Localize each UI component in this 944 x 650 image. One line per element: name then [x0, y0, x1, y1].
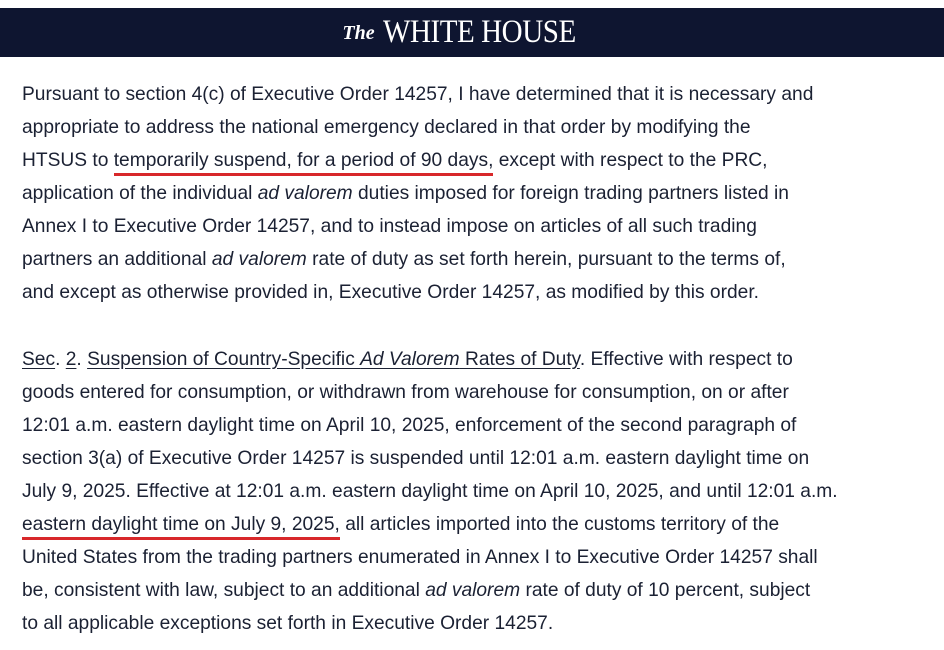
text-line: [22, 376, 934, 409]
text-line: [22, 541, 934, 574]
text-line: [22, 276, 934, 309]
text-line: [22, 409, 934, 442]
section-title: [87, 349, 580, 370]
text-line: [22, 177, 934, 210]
text: . Effective with respect to: [579, 349, 793, 370]
text-line: [22, 111, 934, 144]
text: be, consistent with law, subject to an additional: [22, 580, 426, 601]
text-line: [22, 78, 934, 111]
site-header: [0, 8, 944, 57]
text: rate of duty as set forth herein, pursuant to the terms of,: [306, 249, 786, 270]
text-line: [22, 442, 934, 475]
logo-white-house: WHITE HOUSE: [382, 14, 576, 50]
text-line: [22, 210, 934, 243]
text: all articles imported into the customs territory of the: [339, 514, 780, 535]
text-line: [22, 574, 934, 607]
italic-text: ad valorem: [425, 580, 521, 601]
section-label: Sec: [22, 349, 56, 370]
text: duties imposed for foreign trading partners listed in: [352, 183, 789, 204]
document-body: [22, 78, 934, 640]
text: partners an additional: [22, 249, 212, 270]
text-line: [22, 475, 934, 508]
highlighted-suspension-period: temporarily suspend, for a period of 90 days,: [114, 150, 494, 176]
section-number: 2: [65, 349, 77, 370]
highlighted-end-date: eastern daylight time on July 9, 2025,: [22, 514, 340, 540]
text-line: [22, 243, 934, 276]
text: United States from the trading partners enumerated in Annex I to Executive Order 14257 shall: [22, 547, 818, 568]
text: rate of duty of 10 percent, subject: [520, 580, 811, 601]
section-heading-line: [22, 343, 934, 376]
text: July 9, 2025. Effective at 12:01 a.m. eastern daylight time on April 10, 2025, and until 12:01 a.m.: [22, 481, 838, 502]
text-line: [22, 607, 934, 640]
text: .: [76, 349, 88, 370]
text: application of the individual: [22, 183, 258, 204]
text: Rates of Duty: [459, 349, 580, 370]
text: 12:01 a.m. eastern daylight time on April 10, 2025, enforcement of the second paragraph of: [22, 415, 797, 436]
text: goods entered for consumption, or withdrawn from warehouse for consumption, on or after: [22, 382, 789, 403]
italic-text: Ad Valorem: [360, 349, 460, 370]
italic-text: ad valorem: [257, 183, 353, 204]
text: to all applicable exceptions set forth in Executive Order 14257.: [22, 613, 554, 634]
text: .: [55, 349, 66, 370]
paragraph-gap: [22, 309, 934, 343]
text: Pursuant to section 4(c) of Executive Order 14257, I have determined that it is necessary and: [22, 84, 814, 105]
text: HTSUS to: [22, 150, 114, 171]
section-2: [22, 343, 934, 640]
text-line: [22, 144, 934, 177]
text: Annex I to Executive Order 14257, and to instead impose on articles of all such trading: [22, 216, 757, 237]
logo-the: The: [342, 22, 375, 44]
text-line: [22, 508, 934, 541]
text: except with respect to the PRC,: [493, 150, 768, 171]
text: Suspension of Country-Specific: [87, 349, 361, 370]
text: section 3(a) of Executive Order 14257 is suspended until 12:01 a.m. eastern daylight time on: [22, 448, 810, 469]
italic-text: ad valorem: [211, 249, 307, 270]
text: appropriate to address the national emergency declared in that order by modifying the: [22, 117, 751, 138]
text: and except as otherwise provided in, Executive Order 14257, as modified by this order.: [22, 282, 759, 303]
paragraph-1: [22, 78, 934, 309]
